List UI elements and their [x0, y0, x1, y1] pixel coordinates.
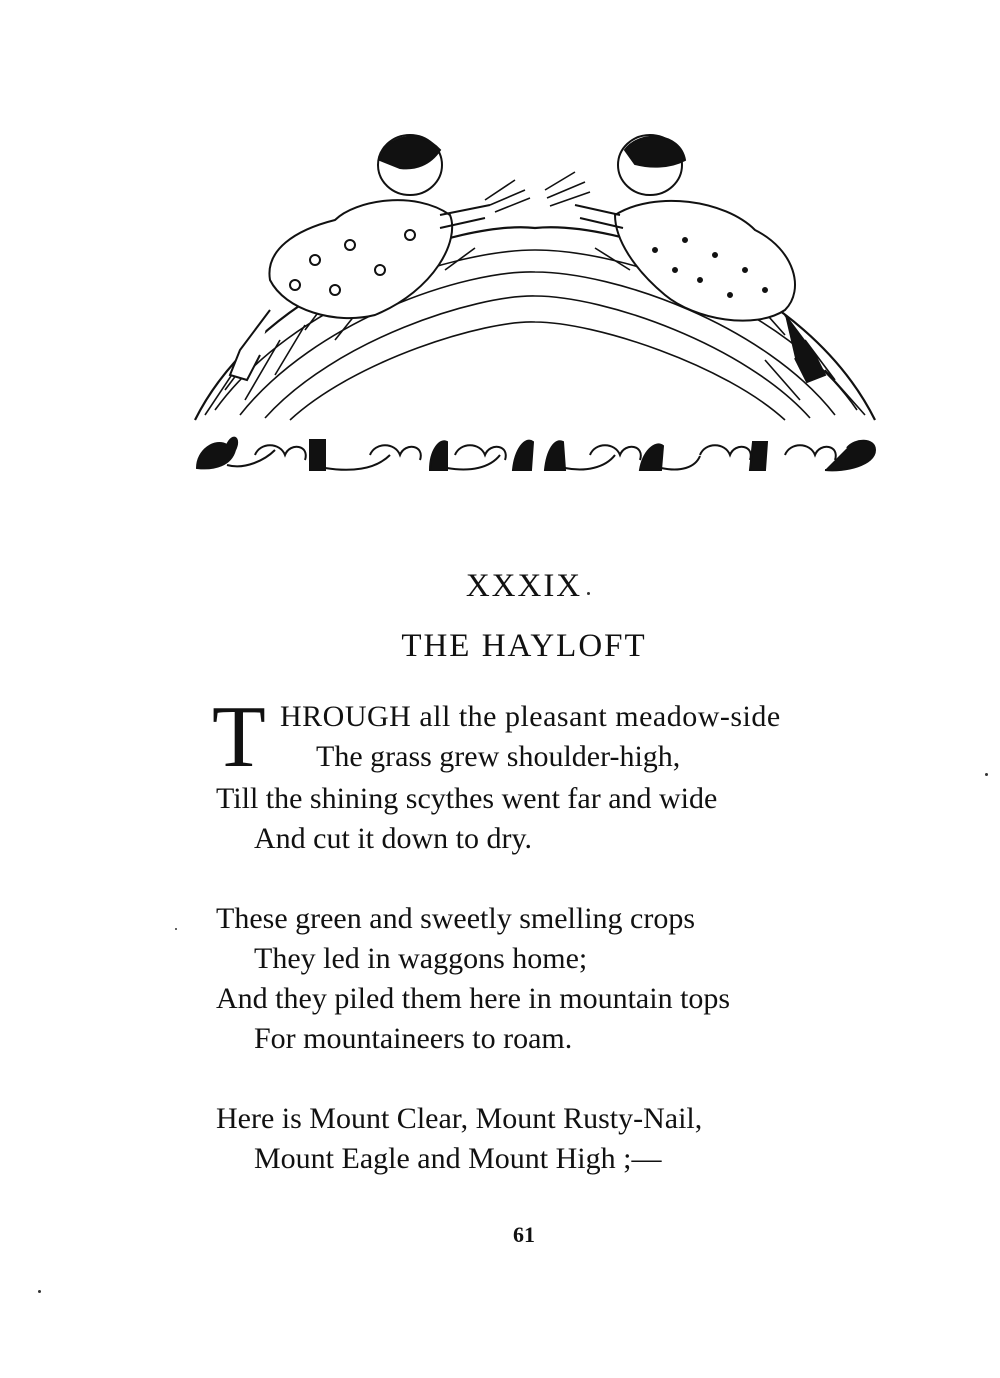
mouse-border-icon [197, 438, 875, 471]
scan-speck [175, 928, 177, 930]
poem-line-3: Till the shining scythes went far and wide [216, 782, 718, 815]
dropcap: T [212, 689, 266, 786]
scan-speck [985, 773, 988, 776]
poem-line-9: Here is Mount Clear, Mount Rusty-Nail, [216, 1102, 703, 1135]
chapter-number: XXXIX [465, 568, 583, 604]
hayloft-children-illustration [185, 120, 885, 490]
poem-line-5: These green and sweetly smelling crops [216, 902, 696, 935]
page-number: 61 [513, 1222, 535, 1247]
scan-speck [587, 592, 590, 595]
poem-line-8: For mountaineers to roam. [254, 1022, 573, 1055]
left-child-icon [230, 135, 490, 380]
scan-speck [38, 1290, 41, 1293]
poem-line-6: They led in waggons home; [254, 942, 588, 975]
poem-line-10: Mount Eagle and Mount High ;— [254, 1142, 662, 1175]
poem-line-4: And cut it down to dry. [254, 822, 533, 855]
poem-line-1-text: HROUGH all the pleasant meadow-side [280, 700, 781, 733]
poem-line-2: The grass grew shoulder-high, [316, 740, 681, 773]
poem-title: THE HAYLOFT [401, 628, 647, 664]
poem-line-7: And they piled them here in mountain tops [216, 982, 731, 1015]
